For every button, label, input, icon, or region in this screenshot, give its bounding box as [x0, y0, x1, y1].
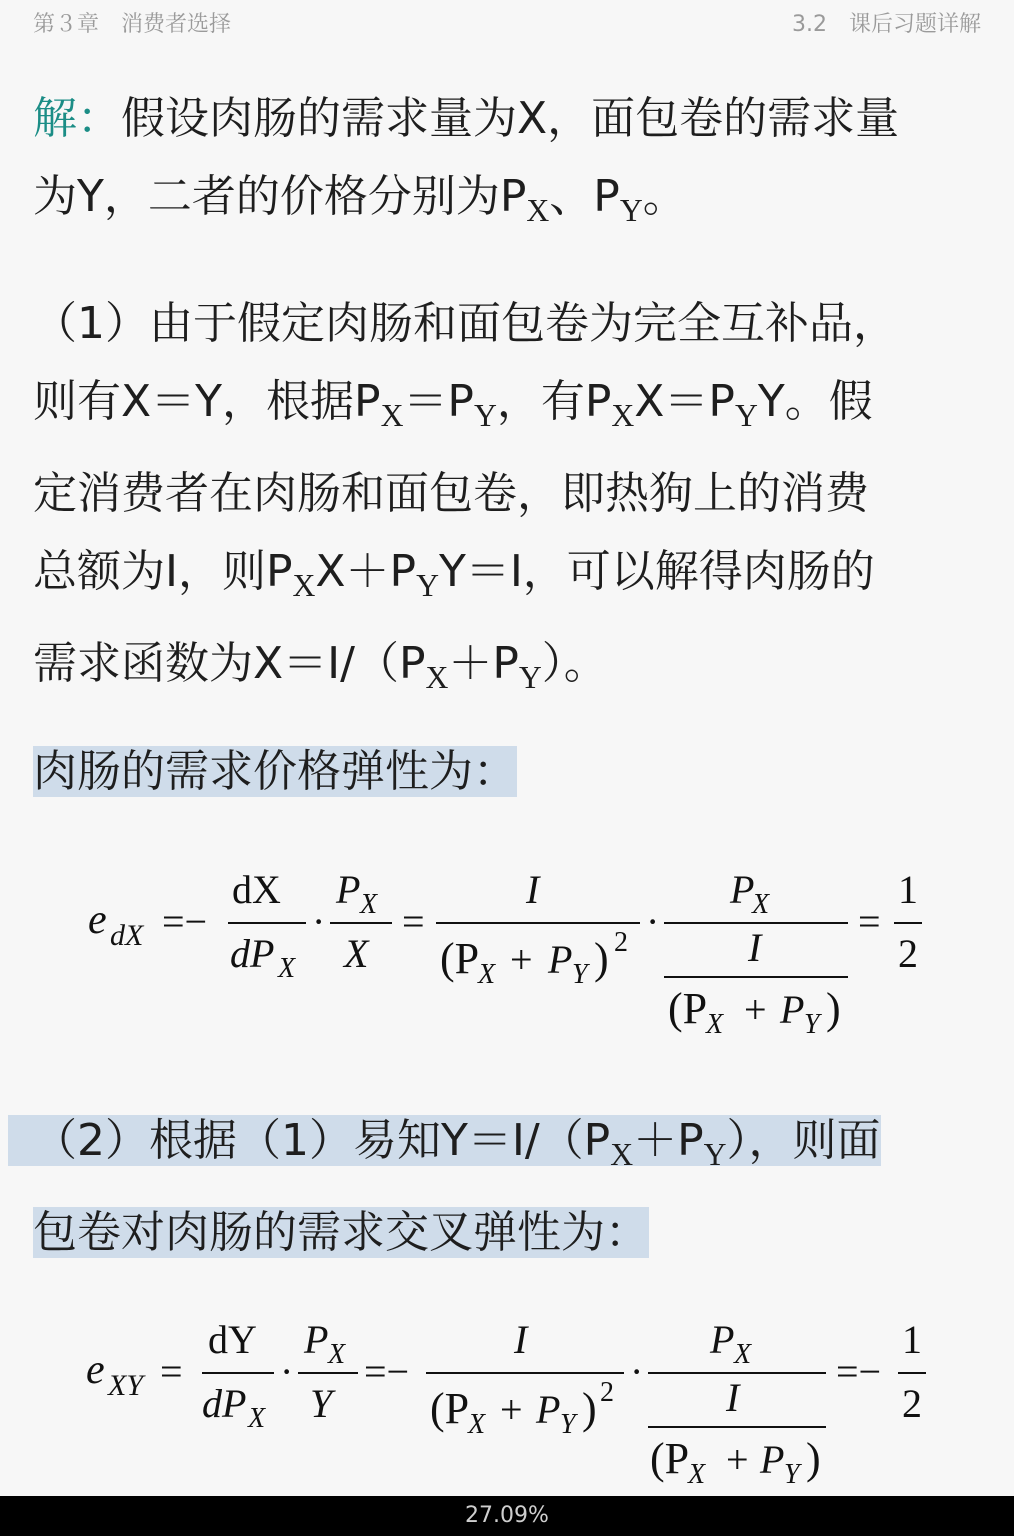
section-title: 3.2 课后习题详解	[792, 12, 981, 37]
eq2-den3: (P	[430, 1384, 470, 1433]
reading-progress-text: 27.09%	[465, 1503, 549, 1528]
eq1-den4: (P	[668, 984, 708, 1033]
running-header	[0, 0, 1014, 44]
solution-intro	[33, 80, 983, 250]
part1-line-5: 需求函数为$X=I/(P_X+P_Y)$。	[33, 638, 608, 696]
part1-line-3: 定消费者在肉肠和面包卷，即热狗上的消费	[33, 468, 869, 520]
svg-text:=: =	[402, 899, 425, 944]
svg-text:=−: =−	[364, 1349, 410, 1394]
part-2-paragraph	[8, 1102, 998, 1272]
svg-text:): )	[826, 984, 841, 1033]
eq2-num4: P	[710, 1317, 735, 1362]
svg-text:): )	[806, 1434, 821, 1483]
svg-text:X: X	[278, 953, 296, 984]
eq2-lhs-sub: XY	[108, 1369, 144, 1402]
eq1-lhs: e	[88, 897, 107, 943]
svg-text:Y: Y	[804, 1009, 820, 1040]
svg-text:P: P	[548, 937, 573, 982]
svg-text:P: P	[760, 1437, 785, 1482]
intro-line-1: 解：假设肉肠的需求量为X，面包卷的需求量	[33, 93, 900, 144]
eq2-den4: (P	[650, 1434, 690, 1483]
eq2-num1: dY	[208, 1317, 257, 1362]
svg-text:+: +	[744, 987, 767, 1032]
part1-line-4: 总额为I，则$P_XX+P_YY=I$，可以解得肉肠的	[33, 546, 875, 604]
part1-line-1: （1）由于假定肉肠和面包卷为完全互补品，	[33, 298, 897, 349]
svg-text:Y: Y	[560, 1409, 576, 1440]
svg-text:P: P	[536, 1387, 561, 1432]
svg-text:Y: Y	[572, 959, 588, 990]
svg-text:·: ·	[630, 1349, 644, 1394]
reading-progress-bar	[0, 1496, 1014, 1536]
eq1-den3: (P	[440, 934, 480, 983]
svg-text:X: X	[328, 1339, 346, 1370]
eq1-result-den: 2	[898, 931, 918, 976]
svg-text:2: 2	[614, 927, 628, 958]
svg-text:·: ·	[646, 899, 660, 944]
svg-text:X: X	[468, 1409, 486, 1440]
eq1-num2: P	[336, 867, 361, 912]
eq1-num4: P	[730, 867, 755, 912]
svg-text:=−: =−	[836, 1349, 882, 1394]
svg-text:=: =	[160, 1349, 183, 1394]
svg-text:·: ·	[312, 899, 326, 944]
eq2-num2: P	[304, 1317, 329, 1362]
svg-text:=: =	[858, 899, 881, 944]
svg-text:+: +	[510, 937, 533, 982]
svg-text:X: X	[734, 1339, 752, 1370]
price-elasticity-heading: 肉肠的需求价格弹性为：	[33, 746, 517, 797]
svg-text:+: +	[500, 1387, 523, 1432]
equation-price-elasticity	[0, 855, 1014, 1045]
svg-text:X: X	[360, 889, 378, 920]
svg-text:): )	[594, 934, 609, 983]
part2-line-2: 包卷对肉肠的需求交叉弹性为：	[33, 1207, 649, 1259]
part2-line-1: （2）根据（1）易知$Y=I/(P_X+P_Y)$，则面	[8, 1102, 998, 1194]
svg-text:X: X	[752, 889, 770, 920]
eq2-num3: I	[514, 1317, 528, 1362]
svg-text:X: X	[478, 959, 496, 990]
eq1-num3: I	[526, 867, 540, 912]
equation-cross-elasticity	[0, 1305, 1014, 1495]
svg-text:P: P	[780, 987, 805, 1032]
eq1-result-num: 1	[898, 867, 918, 912]
eq2-den2: Y	[310, 1381, 333, 1426]
svg-text:X: X	[248, 1403, 266, 1434]
svg-text:Y: Y	[784, 1459, 800, 1490]
svg-text:X: X	[706, 1009, 724, 1040]
svg-text:X: X	[688, 1459, 706, 1490]
eq1-lhs-sub: dX	[110, 919, 144, 952]
eq2-lhs: e	[86, 1347, 105, 1393]
svg-text:·: ·	[280, 1349, 294, 1394]
eq2-result-num: 1	[902, 1317, 922, 1362]
eq2-result-den: 2	[902, 1381, 922, 1426]
intro-line-2: 为Y，二者的价格分别为$P_X$、$P_Y$。	[33, 171, 687, 229]
part-1-paragraph	[33, 285, 983, 717]
eq1-den1: dP	[230, 931, 275, 976]
svg-text:+: +	[726, 1437, 749, 1482]
part1-line-2: 则有X＝Y，根据$P_X=P_Y$，有$P_XX=P_YY$。假	[33, 376, 873, 434]
solution-label: 解：	[33, 93, 121, 144]
eq1-num1: dX	[232, 867, 281, 912]
chapter-title: 第３章 消费者选择	[33, 12, 232, 37]
svg-text:2: 2	[600, 1377, 614, 1408]
eq2-den1: dP	[202, 1381, 247, 1426]
eq2-mid4: I	[726, 1375, 740, 1420]
svg-text:): )	[582, 1384, 597, 1433]
eq1-den2: X	[344, 931, 369, 976]
svg-text:=−: =−	[162, 899, 208, 944]
eq1-mid4: I	[748, 925, 762, 970]
